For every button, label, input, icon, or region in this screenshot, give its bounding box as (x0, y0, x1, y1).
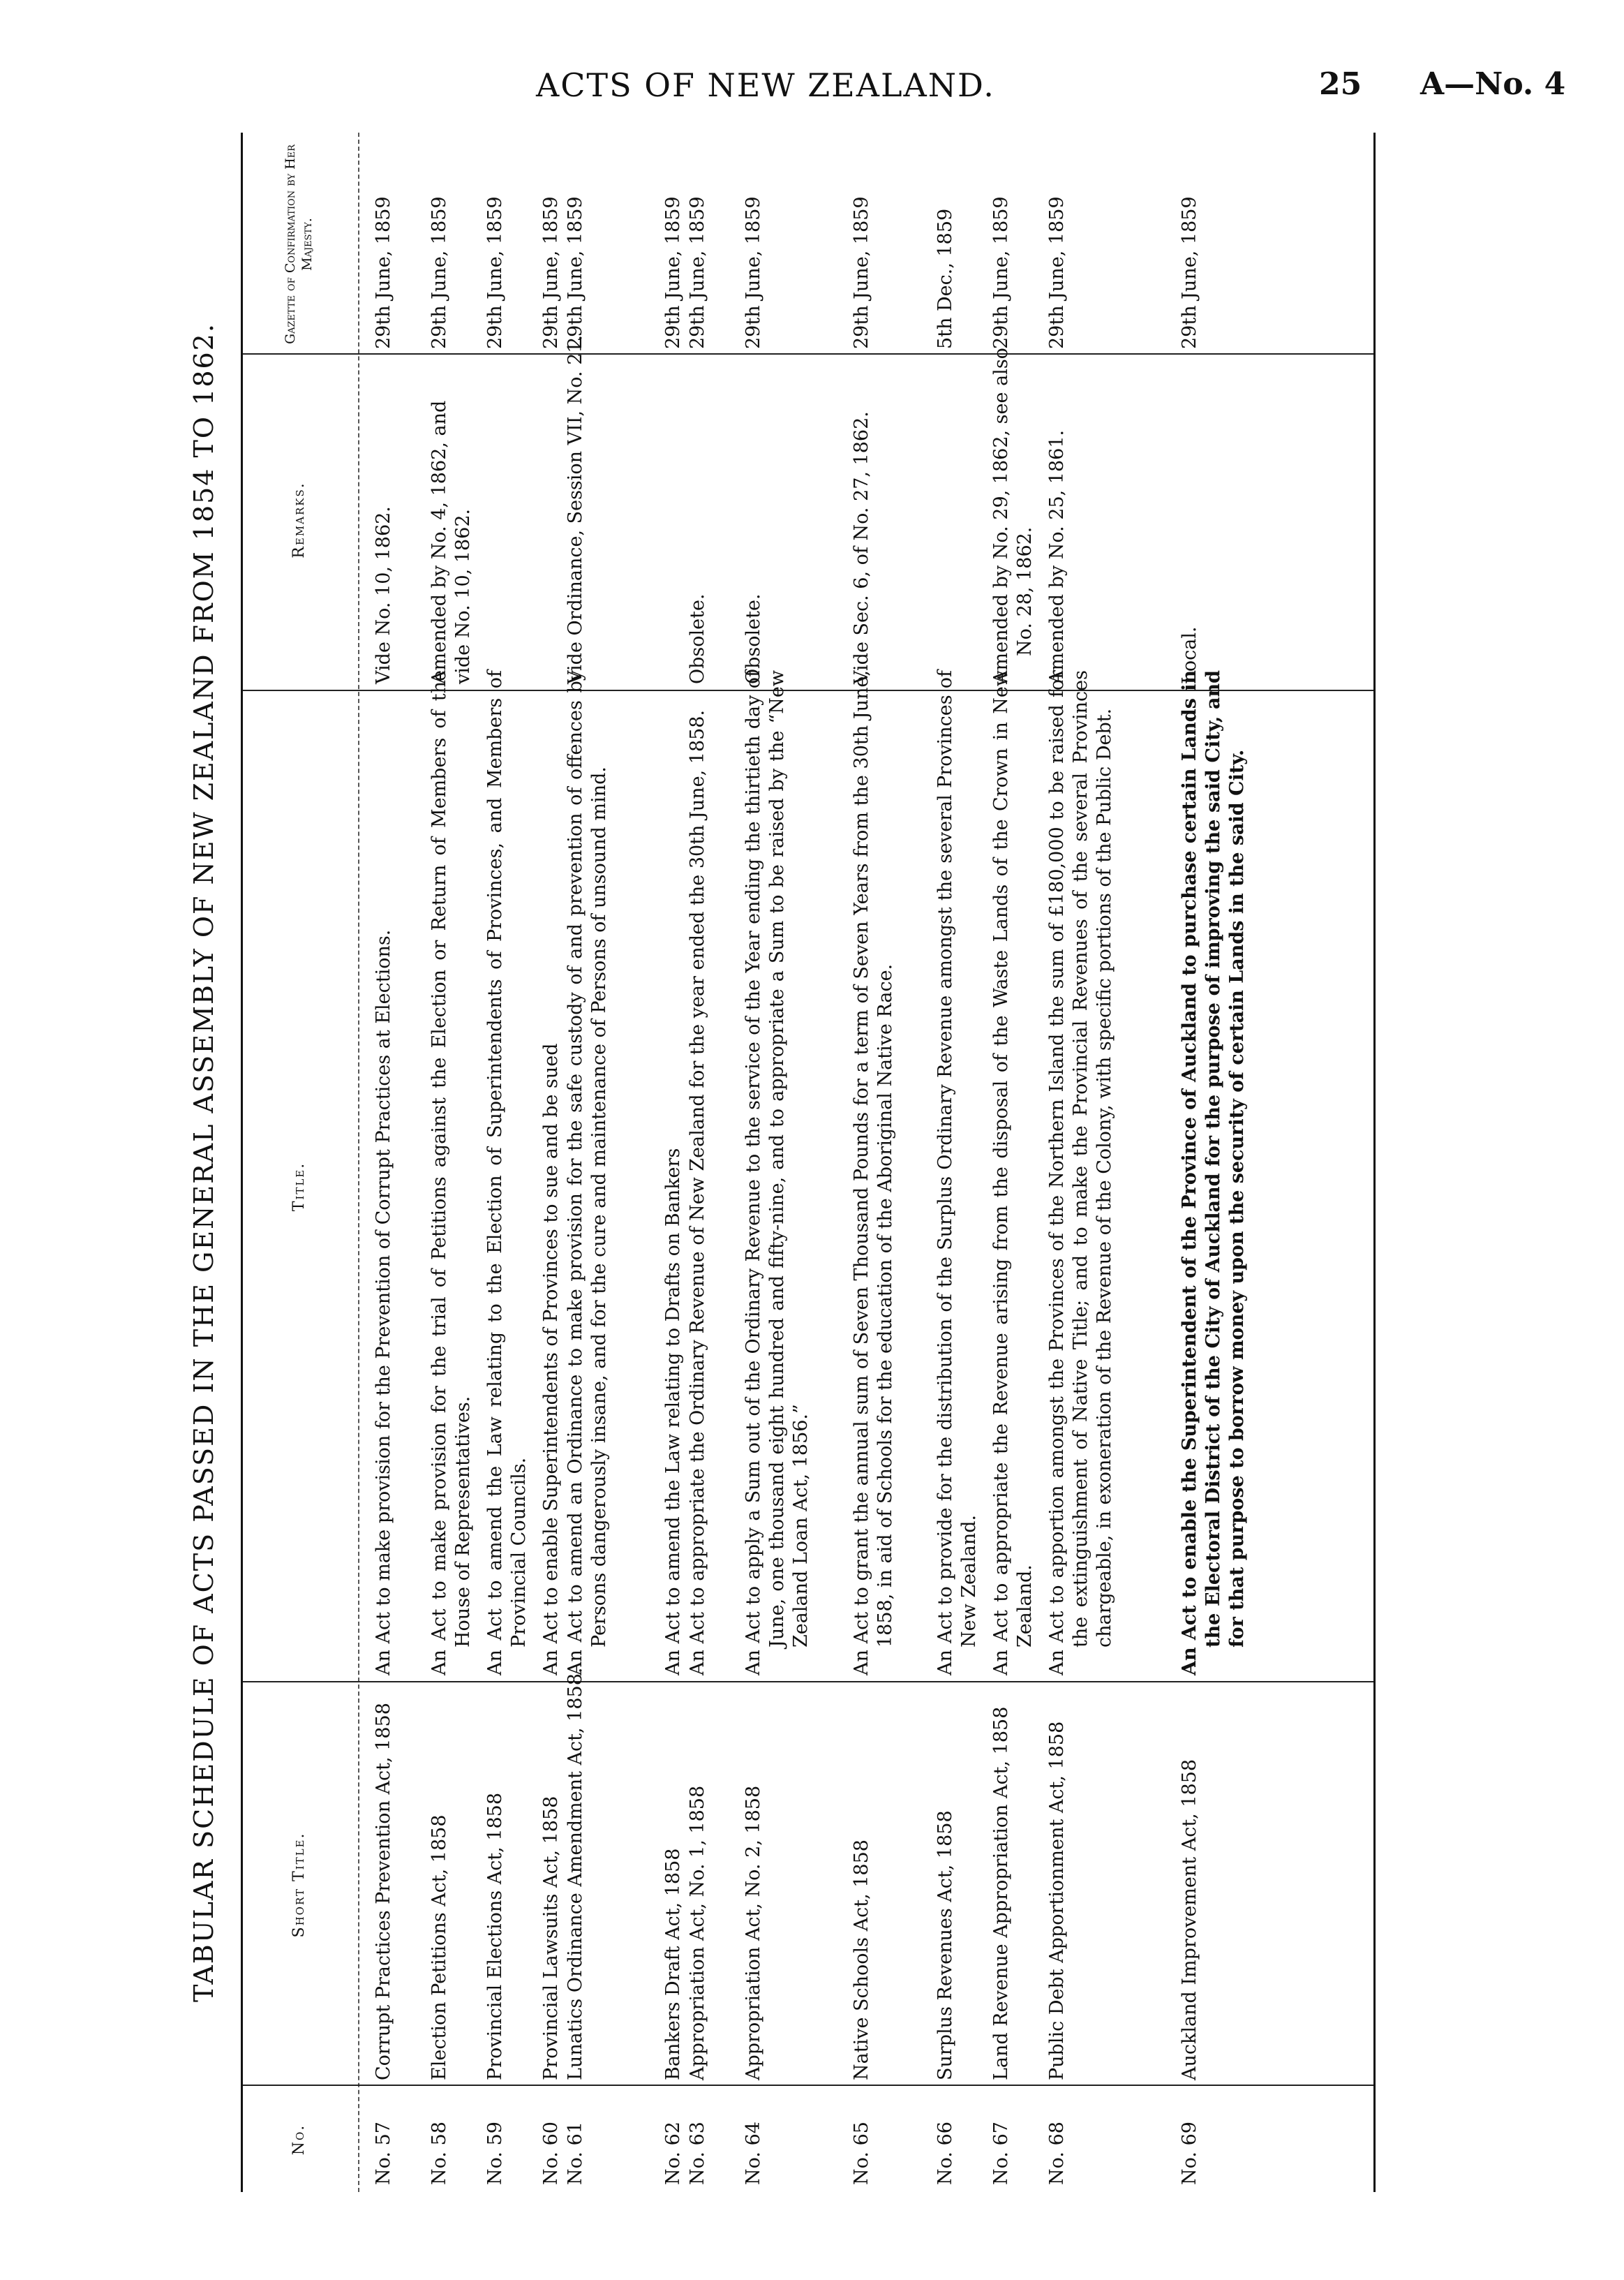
short-title: Public Debt Apportionment Act, 1858 (1046, 1721, 1068, 2080)
gazette-date: 29th June, 1859 (429, 196, 450, 349)
row-number: No. 63 (687, 2122, 708, 2185)
row-number: No. 69 (1179, 2122, 1200, 2185)
row-number: No. 59 (484, 2122, 506, 2185)
remarks: Amended by No. 4, 1862, and vide No. 10, 1862. (429, 400, 474, 684)
row-number: No. 57 (373, 2122, 394, 2185)
col-header-remarks: Remarks. (290, 482, 308, 558)
gazette-date: 29th June, 1859 (743, 196, 764, 349)
header-divider (358, 133, 359, 2192)
col-header-no: No. (290, 2124, 308, 2156)
gazette-date: 5th Dec., 1859 (934, 208, 956, 349)
short-title: Appropriation Act, No. 2, 1858 (743, 1785, 764, 2080)
table-title: TABULAR SCHEDULE OF ACTS PASSED IN THE GENERAL ASSEMBLY OF NEW ZEALAND FROM 1854 TO 1862. (188, 323, 219, 2002)
remarks: Amended by No. 29, 1862, see also No. 28, 1862. (990, 348, 1036, 684)
row-number: No. 67 (990, 2122, 1012, 2185)
page-number: 25 (1319, 66, 1362, 102)
row-number: No. 60 (540, 2122, 562, 2185)
act-title: An Act to provide for the distribution of the Surplus Ordinary Revenue amongst the several Provinces of New Zealand. (934, 670, 980, 1675)
gazette-date: 29th June, 1859 (484, 196, 506, 349)
short-title: Land Revenue Appropriation Act, 1858 (990, 1706, 1012, 2080)
act-title: An Act to grant the annual sum of Seven Thousand Pounds for a term of Seven Years from the 30th June, 1858, in aid of Schools for the education of the Aboriginal Native Race. (851, 670, 896, 1675)
remarks: Vide Ordinance, Session VII, No. 21. (565, 334, 586, 684)
short-title: Auckland Improvement Act, 1858 (1179, 1759, 1200, 2080)
gazette-date: 29th June, 1859 (687, 196, 708, 349)
short-title: Lunatics Ordinance Amendment Act, 1858. (565, 1667, 586, 2080)
act-title: An Act to enable Superintendents of Provinces to sue and be sued (540, 1043, 562, 1675)
gazette-date: 29th June, 1859 (373, 196, 394, 349)
gazette-date: 29th June, 1859 (990, 196, 1012, 349)
remarks: Amended by No. 25, 1861. (1046, 429, 1068, 684)
act-title: An Act to make provision for the Prevention of Corrupt Practices at Elections. (373, 929, 394, 1675)
gazette-date: 29th June, 1859 (851, 196, 872, 349)
gazette-date: 29th June, 1859 (540, 196, 562, 349)
gazette-date: 29th June, 1859 (1179, 196, 1200, 349)
short-title: Surplus Revenues Act, 1858 (934, 1810, 956, 2080)
short-title: Corrupt Practices Prevention Act, 1858 (373, 1703, 394, 2080)
short-title: Native Schools Act, 1858 (851, 1839, 872, 2080)
gazette-date: 29th June, 1859 (662, 196, 684, 349)
act-title: An Act to appropriate the Ordinary Revenue of New Zealand for the year ended the 30th June, 1858. (687, 709, 708, 1675)
act-title: An Act to apply a Sum out of the Ordinary Revenue to the service of the Year ending the thirtieth day of June, one thousand eight hundred and fifty-nine, and to appropriate a Sum to be raised by the “New Zealand Loan Act, 1856.” (743, 670, 812, 1675)
act-title: An Act to amend the Law relating to Drafts on Bankers (662, 1148, 684, 1675)
column-divider (243, 353, 1373, 355)
short-title: Bankers Draft Act, 1858 (662, 1848, 684, 2080)
short-title: Provincial Elections Act, 1858 (484, 1792, 506, 2080)
column-divider (243, 2085, 1373, 2086)
col-header-short-title: Short Title. (290, 1832, 308, 1938)
running-title: ACTS OF NEW ZEALAND. (536, 66, 995, 104)
page-header (0, 66, 1624, 108)
column-divider (243, 1681, 1373, 1682)
row-number: No. 62 (662, 2122, 684, 2185)
remarks: Vide Sec. 6, of No. 27, 1862. (851, 411, 872, 684)
col-header-title: Title. (290, 1162, 308, 1212)
short-title: Appropriation Act, No. 1, 1858 (687, 1785, 708, 2080)
act-title: An Act to enable the Superintendent of the Province of Auckland to purchase certain Lands in the Electoral District of the City of Auckland for the purpose of improving the said City, and for that purpose to borrow money upon the security of certain Lands in the said City. (1179, 670, 1248, 1675)
short-title: Election Petitions Act, 1858 (429, 1814, 450, 2080)
act-title: An Act to appropriate the Revenue arising from the disposal of the Waste Lands of the Crown in New Zealand. (990, 670, 1036, 1675)
row-number: No. 68 (1046, 2122, 1068, 2185)
row-number: No. 61 (565, 2122, 586, 2185)
gazette-date: 29th June, 1859 (565, 196, 586, 349)
row-number: No. 66 (934, 2122, 956, 2185)
act-title: An Act to make provision for the trial of Petitions against the Election or Return of Members of the House of Representatives. (429, 670, 474, 1675)
act-title: An Act to amend an Ordinance to make provision for the safe custody of and prevention of offences by Persons dangerously insane, and for the cure and maintenance of Persons of unsound mind. (565, 670, 610, 1675)
row-number: No. 58 (429, 2122, 450, 2185)
col-header-gazette: Gazette of Confirmation by Her Majesty. (283, 144, 315, 345)
remarks: Vide No. 10, 1862. (373, 506, 394, 684)
schedule-table (241, 133, 1376, 2192)
remarks: Local. (1179, 626, 1200, 684)
paper-reference: A—No. 4 (1420, 66, 1566, 102)
remarks: Obsolete. (687, 593, 708, 684)
act-title: An Act to apportion amongst the Provinces of the Northern Island the sum of £180,000 to be raised for the extinguishment of Native Title; and to make the Provincial Revenues of the several Provinces chargeable, in exoneration of the Revenue of the Colony, with specific portions of the Public Debt. (1046, 670, 1115, 1675)
short-title: Provincial Lawsuits Act, 1858 (540, 1796, 562, 2080)
row-number: No. 64 (743, 2122, 764, 2185)
rotated-schedule (188, 133, 1375, 2192)
act-title: An Act to amend the Law relating to the Election of Superintendents of Provinces, and Members of Provincial Councils. (484, 670, 530, 1675)
row-number: No. 65 (851, 2122, 872, 2185)
remarks: Obsolete. (743, 593, 764, 684)
gazette-date: 29th June, 1859 (1046, 196, 1068, 349)
